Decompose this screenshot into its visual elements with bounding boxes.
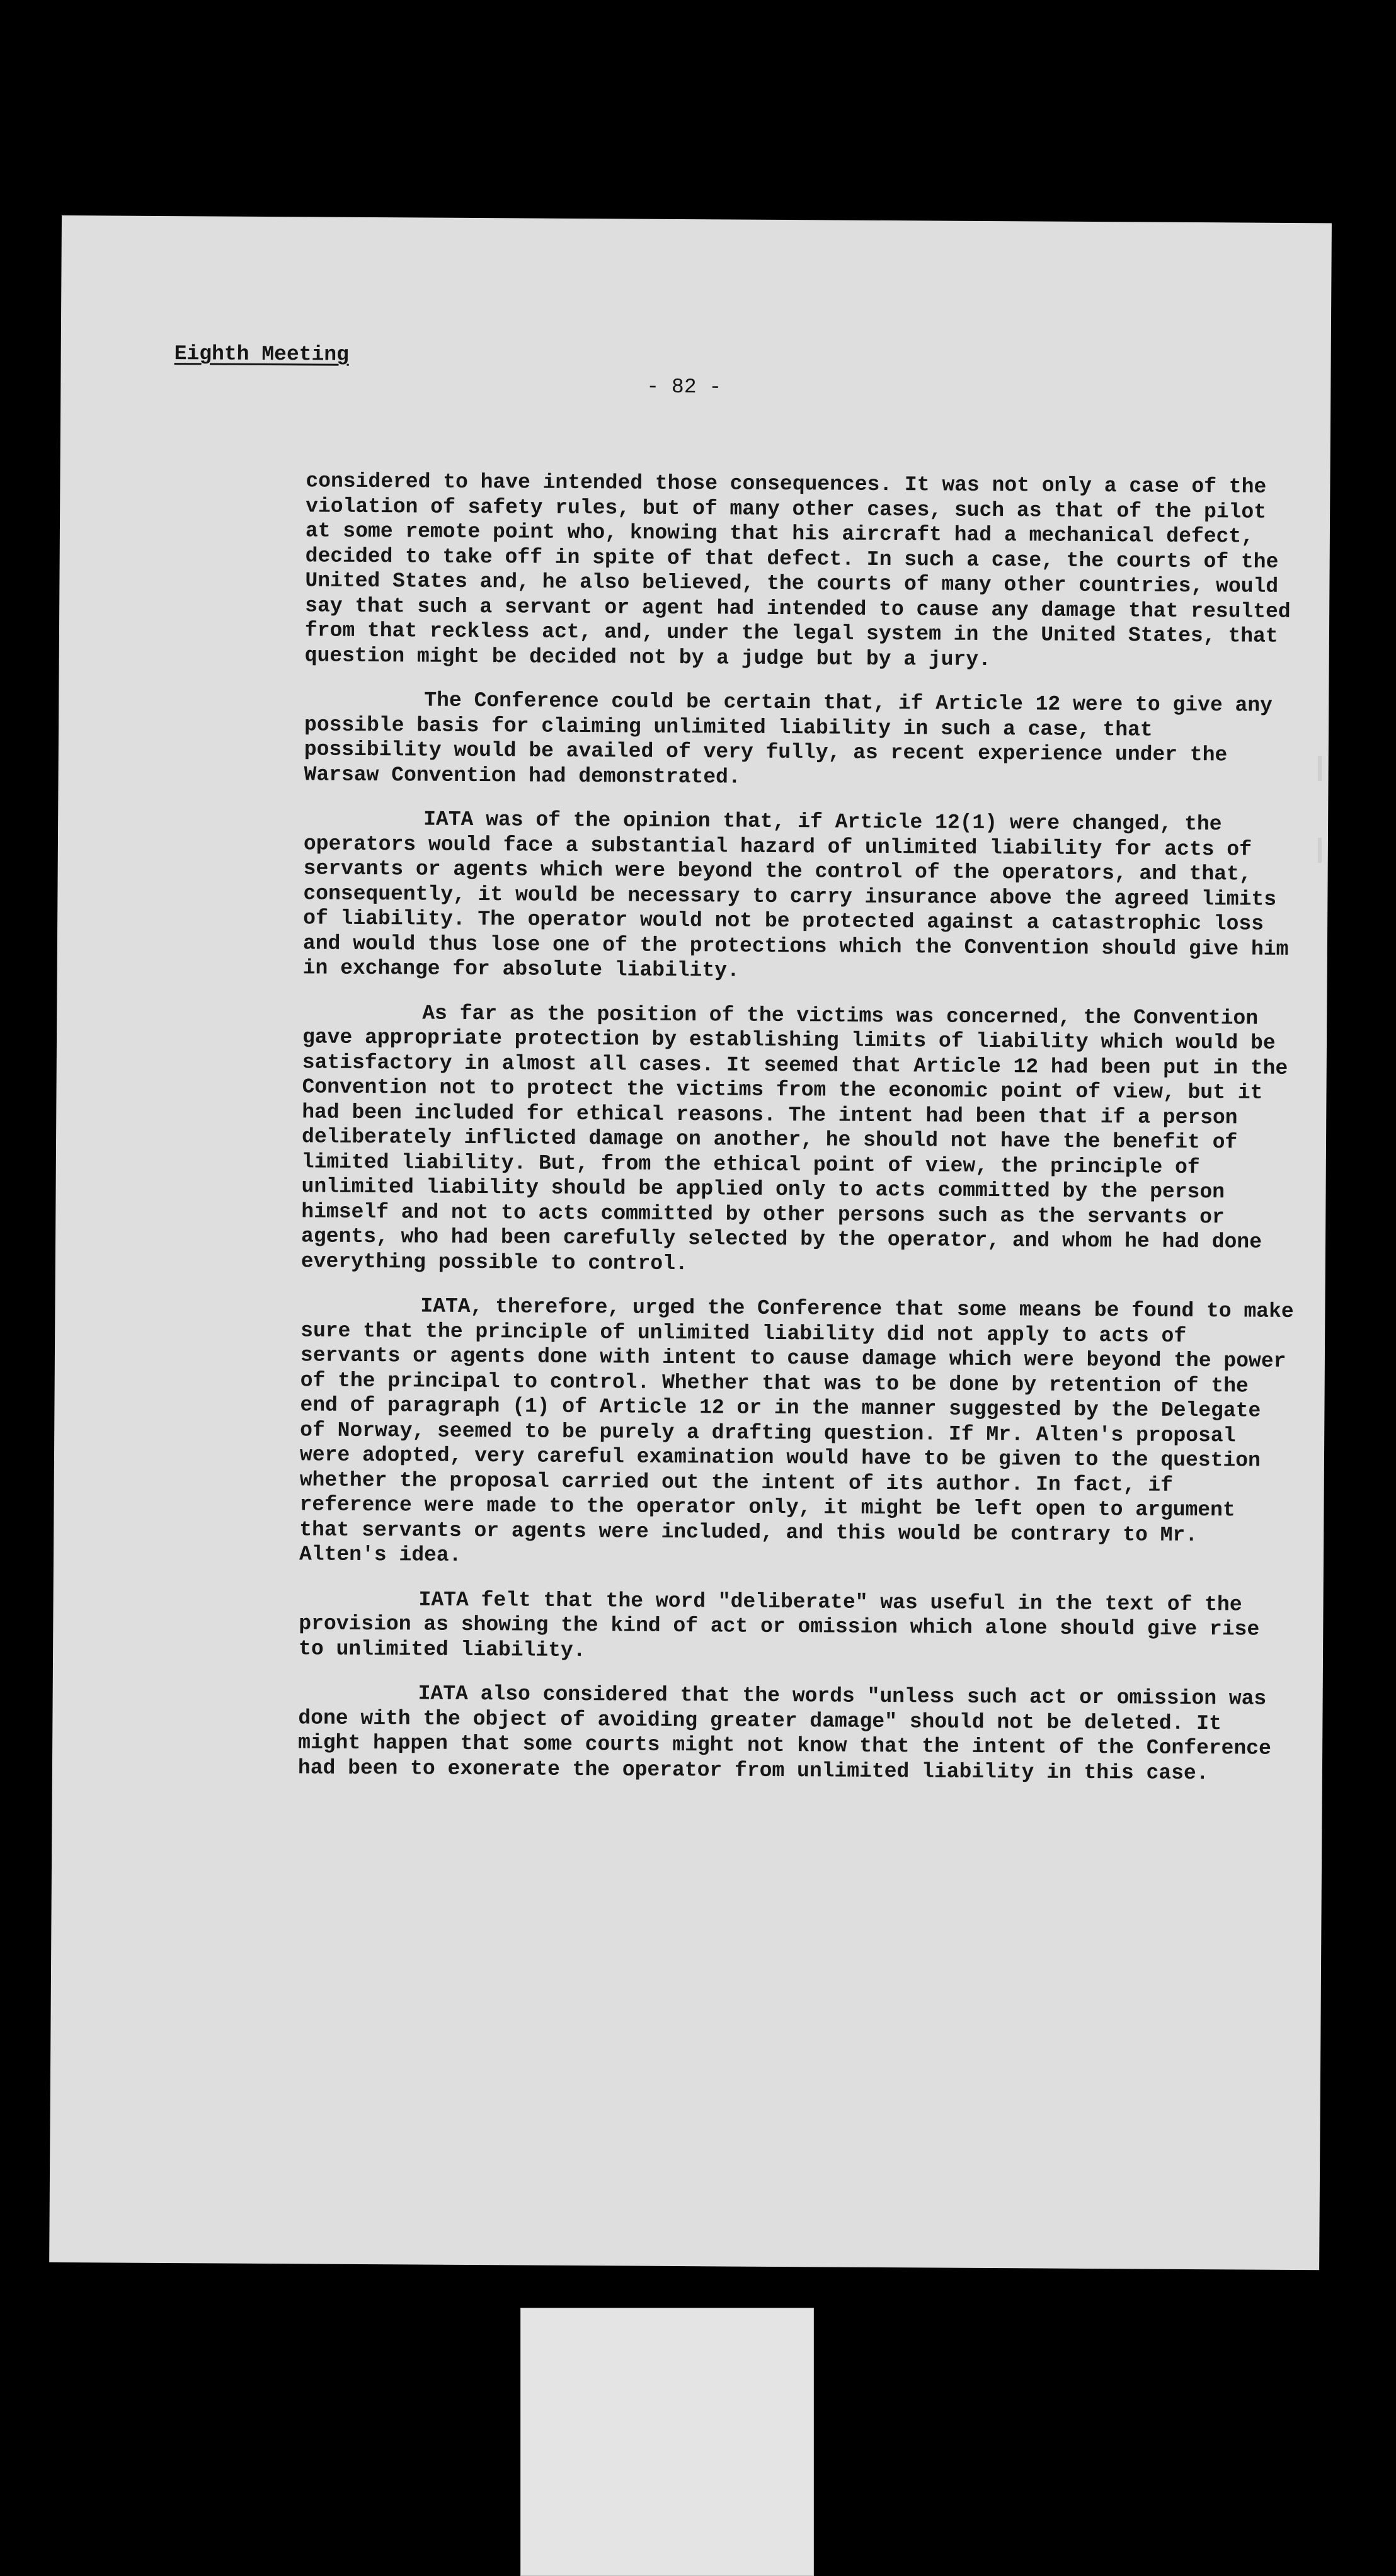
paragraph-6: IATA felt that the word "deliberate" was useful in the text of the provision as showing the kind of act or omission which alone should give rise to unlimited liability. xyxy=(298,1588,1273,1662)
page-number: - 82 - xyxy=(646,375,722,399)
edge-tick-2 xyxy=(1318,838,1322,863)
paragraph-1: considered to have intended those consequences. It was not only a case of the violation of safety rules, but of many other cases, such as that of the pilot at some remote point who, knowing that his aircraft had a mechanical defect, decided to take off in spite of that defect. In such a case, the courts of the United States and, he also believed, the courts of many other countries, would say that such a servant or agent had intended to cause any damage that resulted from that reckless act, and, under the legal system in the United States, that question might be decided not by a judge but by a jury. xyxy=(304,469,1303,671)
paper-slip xyxy=(520,2308,814,2576)
paragraph-2: The Conference could be certain that, if Article 12 were to give any possible basis for claiming unlimited liability in such a case, that possibility would be availed of very fully, as recent experience under the Warsaw Convention had demonstrated. xyxy=(304,688,1285,789)
paragraph-7: IATA also considered that the words "unless such act or omission was done with the object of avoiding greater damage" should not be deleted. It might happen that some courts might not know that the intent of the Conference had been to exonerate the operator from unlimited liability in this case. xyxy=(297,1682,1284,1785)
body-text xyxy=(297,469,1307,1806)
document-page xyxy=(49,215,1332,2270)
paragraph-3: IATA was of the opinion that, if Article 12(1) were changed, the operators would face a substantial hazard of unlimited liability for acts of servants or agents which were beyond the control of the operators, and that, consequently, it would be necessary to carry insurance above the agreed limits of liability. The operator would not be protected against a catastrophic loss and would thus lose one of the protections which the Convention should give him in exchange for absolute liability. xyxy=(302,807,1302,983)
paragraph-5: IATA, therefore, urged the Conference that some means be found to make sure that the principle of unlimited liability did not apply to acts of servants or agents done with intent to cause damage which were beyond the power of the principal to control. Whether that was to be done by retention of the end of paragraph (1) of Article 12 or in the manner suggested by the Delegate of Norway, seemed to be purely a drafting question. If Mr. Alten's proposal were adopted, very careful examination would have to be given to the question whether the proposal carried out the intent of its author. In fact, if reference were made to the operator only, it might be left open to argument that servants or agents were included, and this would be contrary to Mr. Alten's idea. xyxy=(299,1294,1307,1567)
paragraph-4: As far as the position of the victims was concerned, the Convention gave appropriate protection by establishing limits of liability which would be satisfactory in almost all cases. It seemed that Article 12 had been put in the Convention not to protect the victims from the economic point of view, but it had been included for ethical reasons. The intent had been that if a person deliberately inflicted damage on another, he should not have the benefit of limited liability. But, from the ethical point of view, the principle of unlimited liability should be applied only to acts committed by the person himself and not to acts committed by other persons such as the servants or agents, who had been carefully selected by the operator, and whom he had done everything possible to control. xyxy=(300,1001,1301,1275)
meeting-heading: Eighth Meeting xyxy=(174,342,350,367)
edge-tick-1 xyxy=(1318,756,1322,781)
